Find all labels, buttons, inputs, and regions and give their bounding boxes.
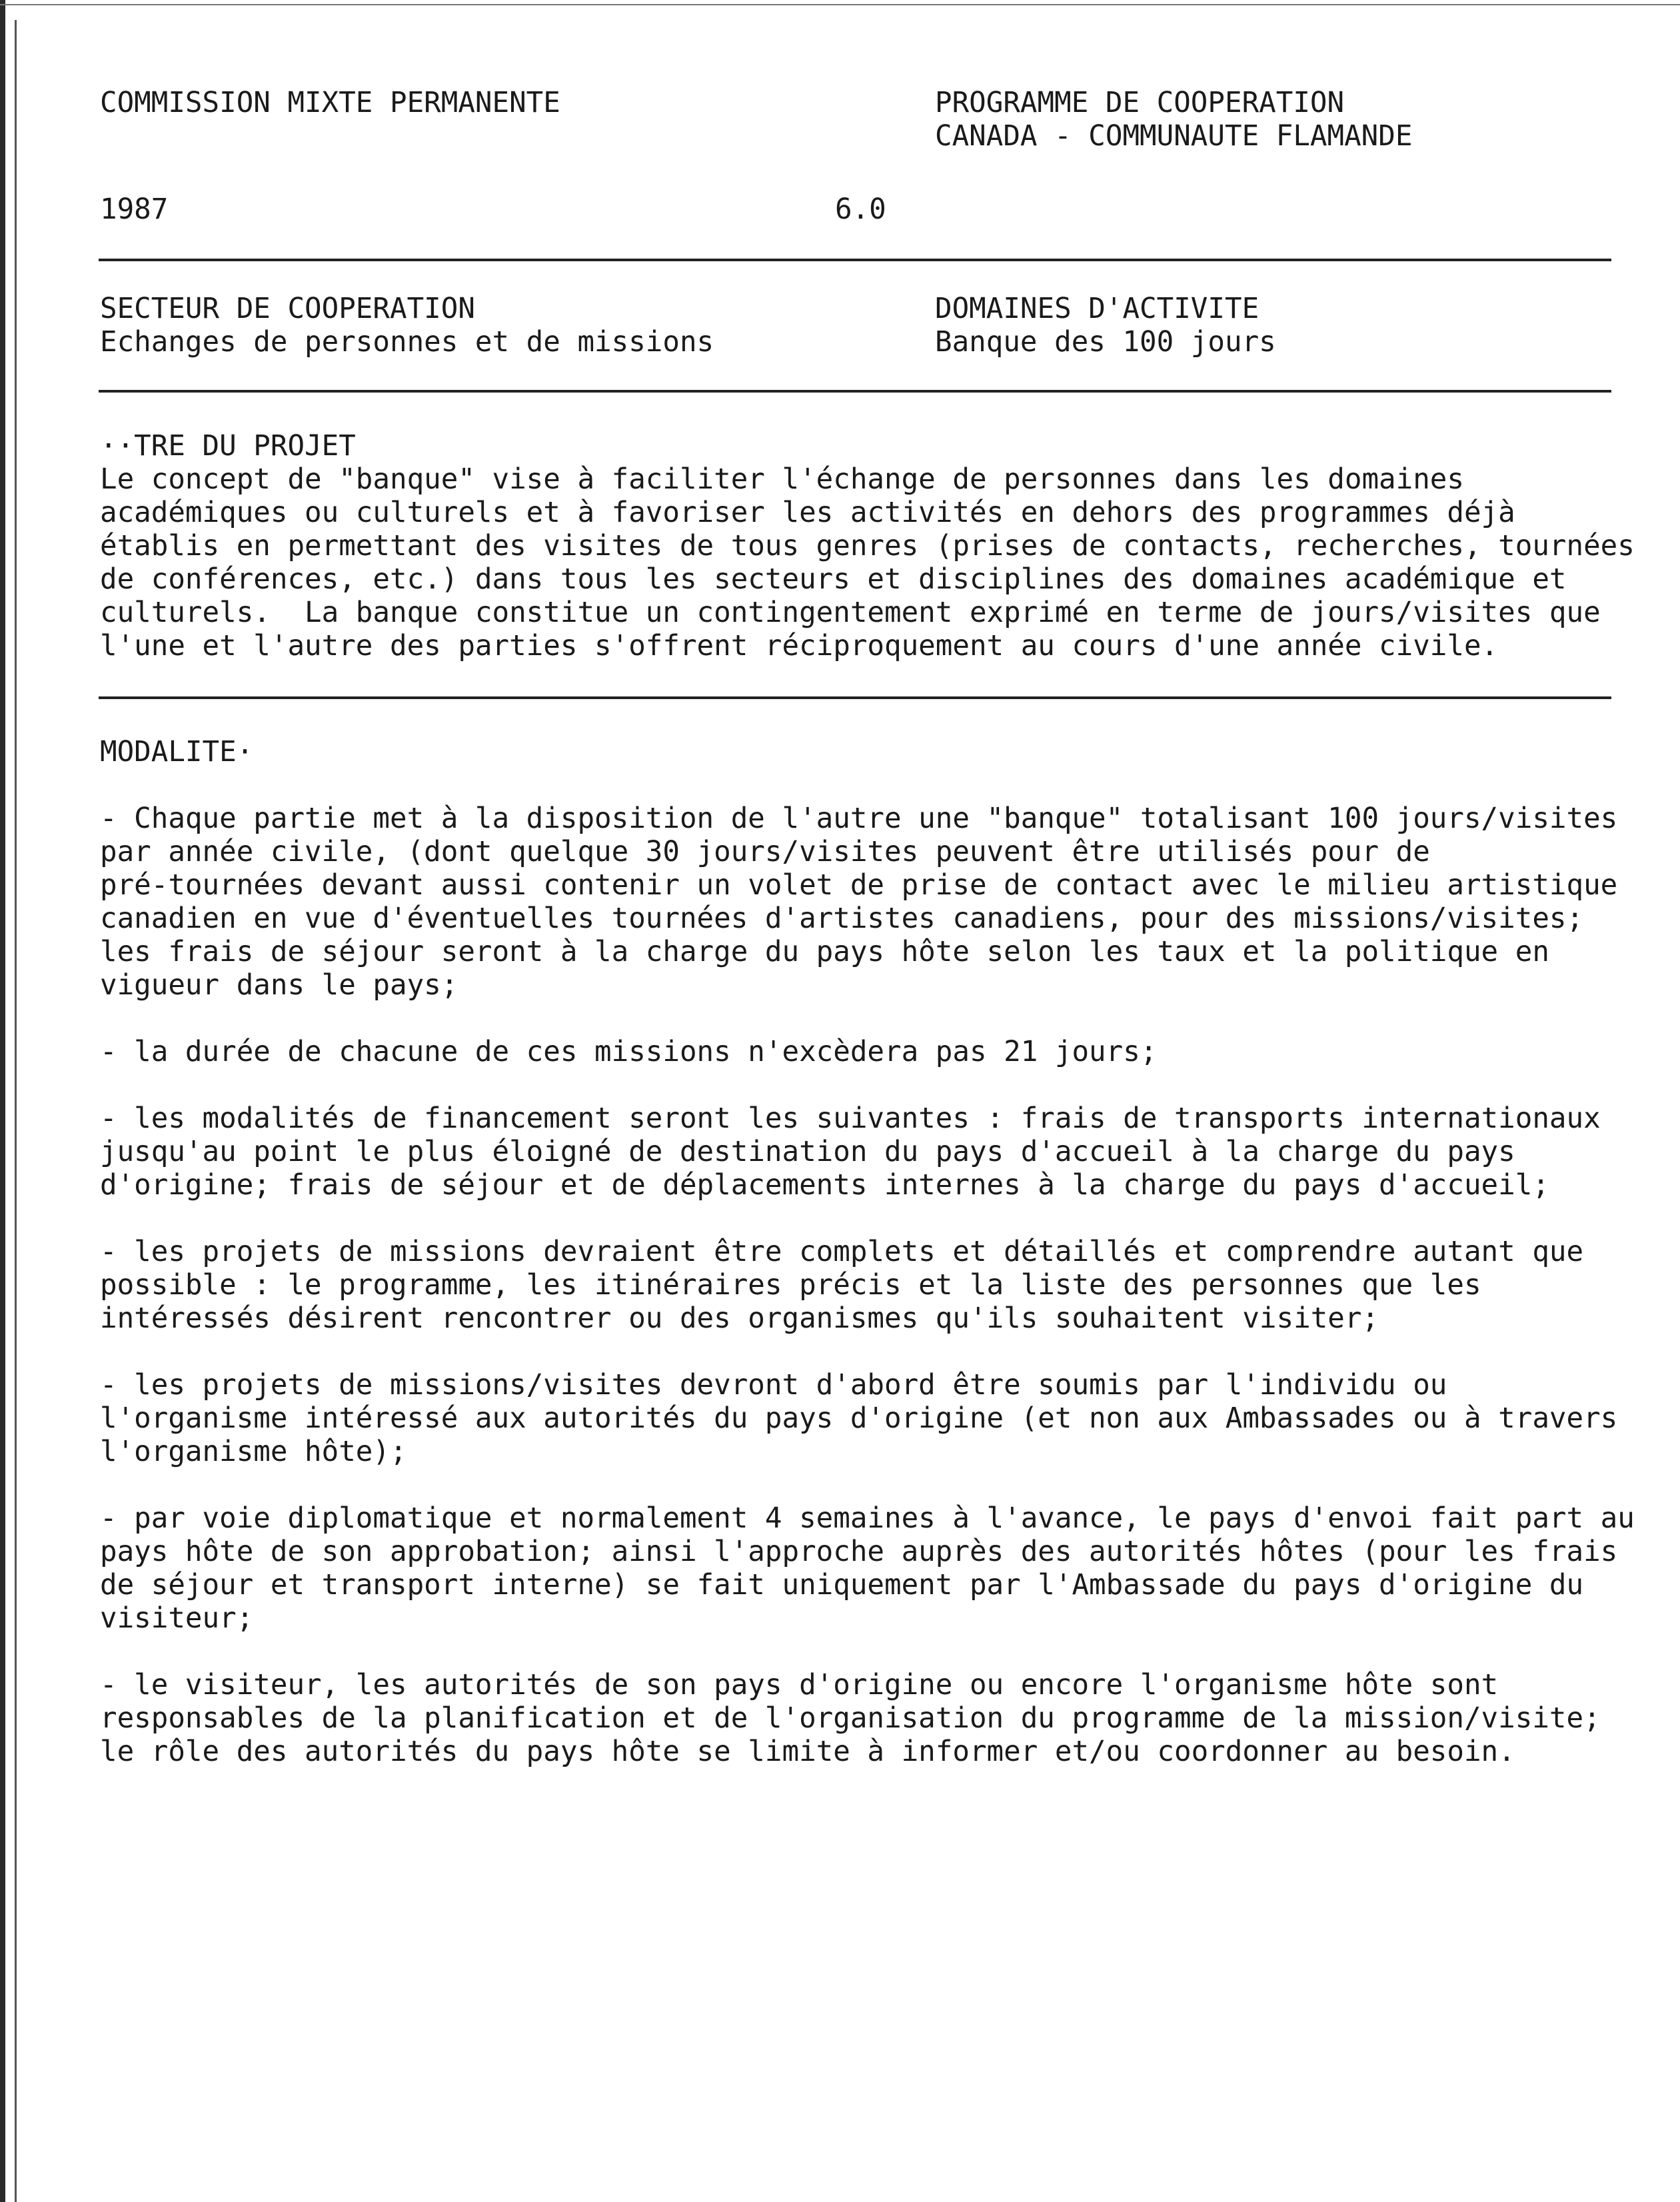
sector-cooperation xyxy=(100,293,714,359)
item-line: - les projets de missions/visites devront d'abord être soumis par l'individu ou xyxy=(100,1369,1447,1402)
domain-activity xyxy=(935,293,1276,359)
item-line: - Chaque partie met à la disposition de l'autre une "banque" totalisant 100 jours/visites xyxy=(100,802,1618,835)
item-line: vigueur dans le pays; xyxy=(100,969,458,1002)
program-title xyxy=(935,87,1412,153)
project-title-heading: ··TRE DU PROJET xyxy=(100,430,356,463)
paragraph-line: Le concept de "banque" vise à faciliter l'échange de personnes dans les domaines xyxy=(100,463,1464,496)
paragraph-line: l'une et l'autre des parties s'offrent réciproquement au cours d'une année civile. xyxy=(100,630,1499,662)
sector-value: Echanges de personnes et de missions xyxy=(100,326,714,359)
item-line: - les projets de missions devraient être complets et détaillés et comprendre autant que xyxy=(100,1236,1584,1268)
list-item xyxy=(100,1669,1619,1769)
modalities-section xyxy=(100,736,1635,1769)
domain-label: DOMAINES D'ACTIVITE xyxy=(935,293,1260,325)
item-line: le rôle des autorités du pays hôte se limite à informer et/ou coordonner au besoin. xyxy=(100,1735,1515,1768)
item-line: les frais de séjour seront à la charge du pays hôte selon les taux et la politique en xyxy=(100,936,1549,968)
item-line: canadien en vue d'éventuelles tournées d'artistes canadiens, pour des missions/visites; xyxy=(100,902,1584,935)
page-top-edge xyxy=(0,4,1680,5)
header xyxy=(100,87,1619,153)
commission-title: COMMISSION MIXTE PERMANENTE xyxy=(100,87,560,119)
item-line: l'organisme intéressé aux autorités du pays d'origine (et non aux Ambassades ou à travers xyxy=(100,1402,1618,1435)
list-item xyxy=(100,1369,1619,1469)
item-line: possible : le programme, les itinéraires précis et la liste des personnes que les xyxy=(100,1269,1481,1302)
document xyxy=(100,87,1635,1769)
list-item xyxy=(100,1236,1619,1336)
list-item xyxy=(100,1502,1635,1636)
sector-block xyxy=(100,293,1619,359)
item-line: intéressés désirent rencontrer ou des organismes qu'ils souhaitent visiter; xyxy=(100,1302,1379,1335)
program-line-2: CANADA - COMMUNAUTE FLAMANDE xyxy=(935,120,1413,153)
divider xyxy=(99,696,1611,699)
year: 1987 xyxy=(100,193,169,226)
item-line: - la durée de chacune de ces missions n'excèdera pas 21 jours; xyxy=(100,1036,1158,1068)
item-line: l'organisme hôte); xyxy=(100,1436,407,1468)
item-line: de séjour et transport interne) se fait uniquement par l'Ambassade du pays d'origine du xyxy=(100,1569,1584,1602)
list-item xyxy=(100,802,1619,1002)
item-line: d'origine; frais de séjour et de déplacements internes à la charge du pays d'accueil; xyxy=(100,1169,1549,1202)
project-title-section xyxy=(100,430,1635,663)
list-item xyxy=(100,1036,1619,1069)
program-line-1: PROGRAMME DE COOPERATION xyxy=(935,87,1345,119)
paragraph-line: académiques ou culturels et à favoriser les activités en dehors des programmes déjà xyxy=(100,497,1515,529)
item-line: visiteur; xyxy=(100,1602,254,1635)
list-item xyxy=(100,1102,1619,1202)
item-line: responsables de la planification et de l'organisation du programme de la mission/visite; xyxy=(100,1702,1601,1735)
item-line: - le visiteur, les autorités de son pays d'origine ou encore l'organisme hôte sont xyxy=(100,1669,1499,1701)
sector-label: SECTEUR DE COOPERATION xyxy=(100,293,475,325)
item-line: jusqu'au point le plus éloigné de destination du pays d'accueil à la charge du pays xyxy=(100,1136,1515,1168)
item-line: par année civile, (dont quelque 30 jours/visites peuvent être utilisés pour de xyxy=(100,836,1430,868)
divider xyxy=(99,259,1611,261)
section-number: 6.0 xyxy=(835,193,886,226)
modalities-heading: MODALITE· xyxy=(100,736,254,768)
domain-value: Banque des 100 jours xyxy=(935,326,1276,359)
paragraph-line: culturels. La banque constitue un contingentement exprimé en terme de jours/visites que xyxy=(100,596,1601,629)
item-line: pays hôte de son approbation; ainsi l'approche auprès des autorités hôtes (pour les frais xyxy=(100,1536,1618,1568)
paragraph-line: de conférences, etc.) dans tous les secteurs et disciplines des domaines académique et xyxy=(100,563,1567,596)
divider xyxy=(99,390,1611,393)
paragraph-line: établis en permettant des visites de tous genres (prises de contacts, recherches, tournées xyxy=(100,530,1635,562)
page-edge-line xyxy=(15,20,17,2202)
page-edge xyxy=(0,0,5,2202)
item-line: - par voie diplomatique et normalement 4 semaines à l'avance, le pays d'envoi fait part au xyxy=(100,1502,1635,1535)
item-line: - les modalités de financement seront les suivantes : frais de transports internationaux xyxy=(100,1102,1601,1135)
item-line: pré-tournées devant aussi contenir un volet de prise de contact avec le milieu artistique xyxy=(100,869,1618,902)
year-row xyxy=(100,193,1619,227)
